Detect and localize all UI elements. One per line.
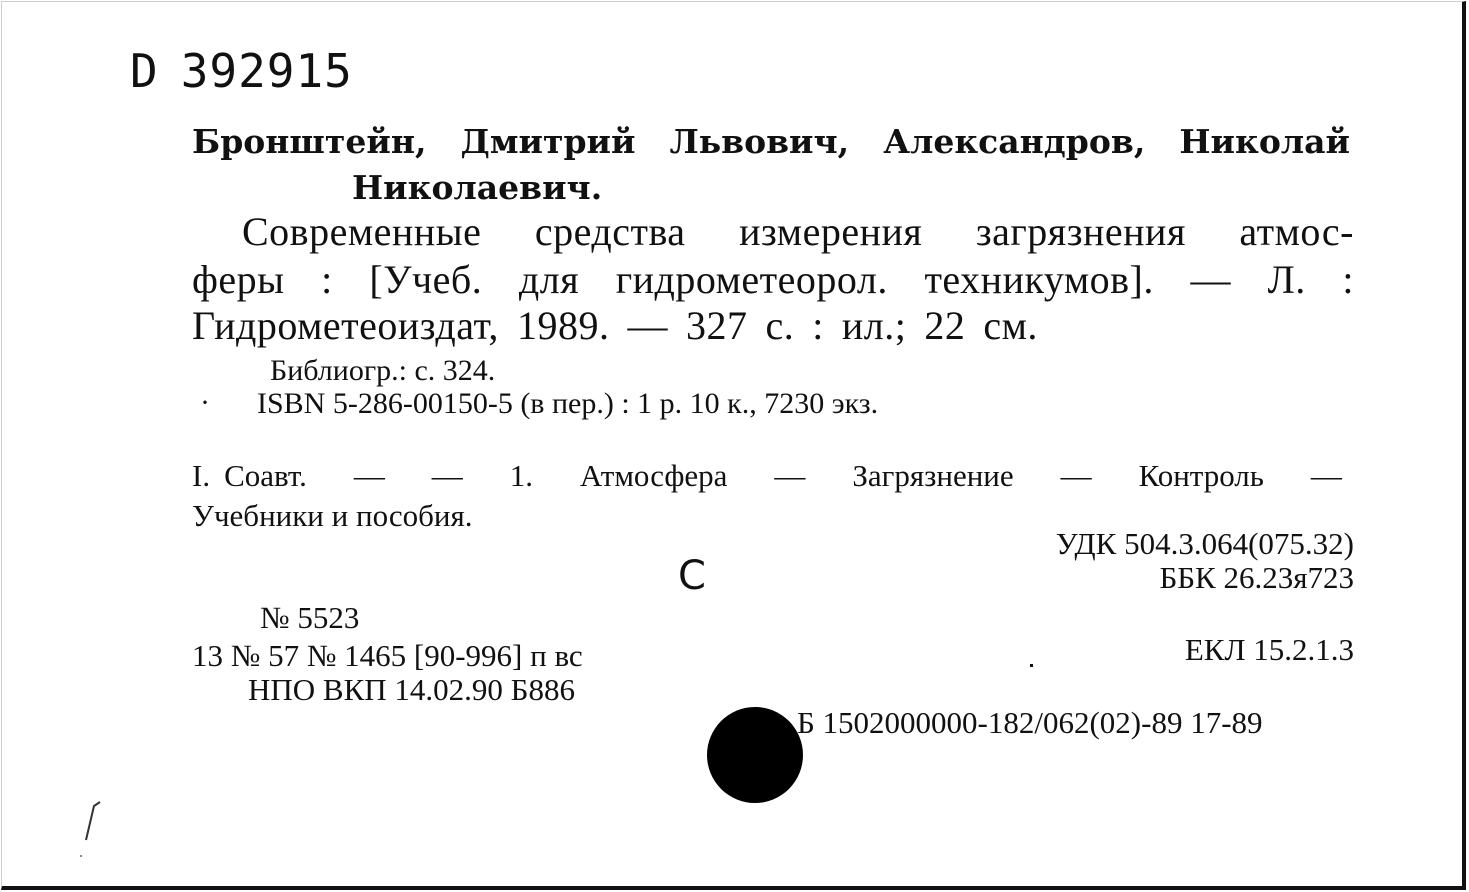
class-letter: С: [678, 553, 706, 599]
title-word: гидрометеорол.: [615, 257, 888, 302]
title-word: —: [1190, 257, 1231, 302]
tracing-line-2: Учебники и пособия.: [192, 498, 473, 533]
punch-hole-icon: [707, 707, 803, 803]
title-word: с.: [765, 303, 795, 348]
title-word: :: [812, 303, 824, 348]
title-line-3: [192, 302, 1354, 349]
title-word: [Учеб.: [369, 257, 483, 302]
tracing-mark: I.: [192, 458, 211, 493]
title-word: ил.;: [841, 303, 907, 348]
tracing-word: —: [1310, 458, 1342, 493]
order-line: 13 № 57 № 1465 [90-996] п вс: [192, 638, 583, 673]
authors-line-2: Николаевич.: [352, 168, 603, 207]
title-word: для: [518, 257, 580, 302]
title-word: см.: [983, 303, 1038, 348]
authors-line-1: [192, 122, 1350, 161]
title-word: атмос-: [1239, 209, 1354, 254]
title-word: загрязнения: [975, 209, 1186, 254]
catalog-card: [1, 1, 1466, 890]
isbn-line: ISBN 5-286-00150-5 (в пер.) : 1 р. 10 к., 7230 экз.: [257, 387, 879, 420]
tracing-word: —: [774, 458, 806, 493]
tracing-word: Атмосфера: [579, 458, 728, 493]
author-word: Дмитрий: [460, 122, 636, 161]
speck: [80, 855, 82, 857]
title-word: 22: [924, 303, 966, 348]
tracing-word: —: [353, 458, 385, 493]
ekl-code: ЕКЛ 15.2.1.3: [1184, 632, 1354, 667]
title-line-2: [192, 256, 1354, 303]
title-word: Л.: [1267, 257, 1306, 302]
tracing-word: 1.: [509, 458, 533, 493]
title-word: техникумов].: [924, 257, 1154, 302]
tracing-word: Загрязнение: [852, 458, 1014, 493]
author-word: Николай: [1179, 122, 1350, 161]
title-word: 1989.: [516, 303, 610, 348]
call-number-prefix: D: [130, 44, 159, 98]
title-word: 327: [685, 303, 748, 348]
title-word: :: [321, 257, 333, 302]
call-number-value: 392915: [180, 44, 353, 98]
record-number: № 5523: [260, 600, 360, 635]
author-word: Львович,: [669, 122, 850, 161]
udk-code: УДК 504.3.064(075.32): [1055, 526, 1354, 561]
author-word: Александров,: [883, 122, 1146, 161]
title-word: :: [1342, 257, 1354, 302]
tracing-word: —: [1060, 458, 1092, 493]
title-word: измерения: [739, 209, 923, 254]
title-word: Гидрометеоиздат,: [192, 303, 499, 348]
tracing-word-text: Соавт.: [224, 458, 307, 493]
author-word: Бронштейн,: [192, 122, 427, 161]
bibliography-note: Библиогр.: с. 324.: [270, 354, 496, 387]
tracing-word: [192, 458, 307, 494]
bullet-mark: ·: [200, 386, 210, 419]
bbk-code: ББК 26.23я723: [1159, 560, 1354, 595]
title-word: —: [627, 303, 668, 348]
title-word: средства: [534, 209, 686, 254]
npo-line: НПО ВКП 14.02.90 Б886: [248, 672, 575, 707]
call-number: [130, 44, 353, 98]
tracing-word: —: [431, 458, 463, 493]
b-code: Б 1502000000-182/062(02)-89 17-89: [797, 705, 1263, 740]
title-word: Современные: [242, 209, 482, 254]
ink-dot: [1030, 664, 1033, 667]
tracing-line-1: [192, 458, 1342, 494]
pencil-mark-icon: [80, 792, 110, 852]
tracing-word: Контроль: [1138, 458, 1264, 493]
title-line-1: [192, 208, 1354, 255]
title-word: феры: [192, 257, 285, 302]
